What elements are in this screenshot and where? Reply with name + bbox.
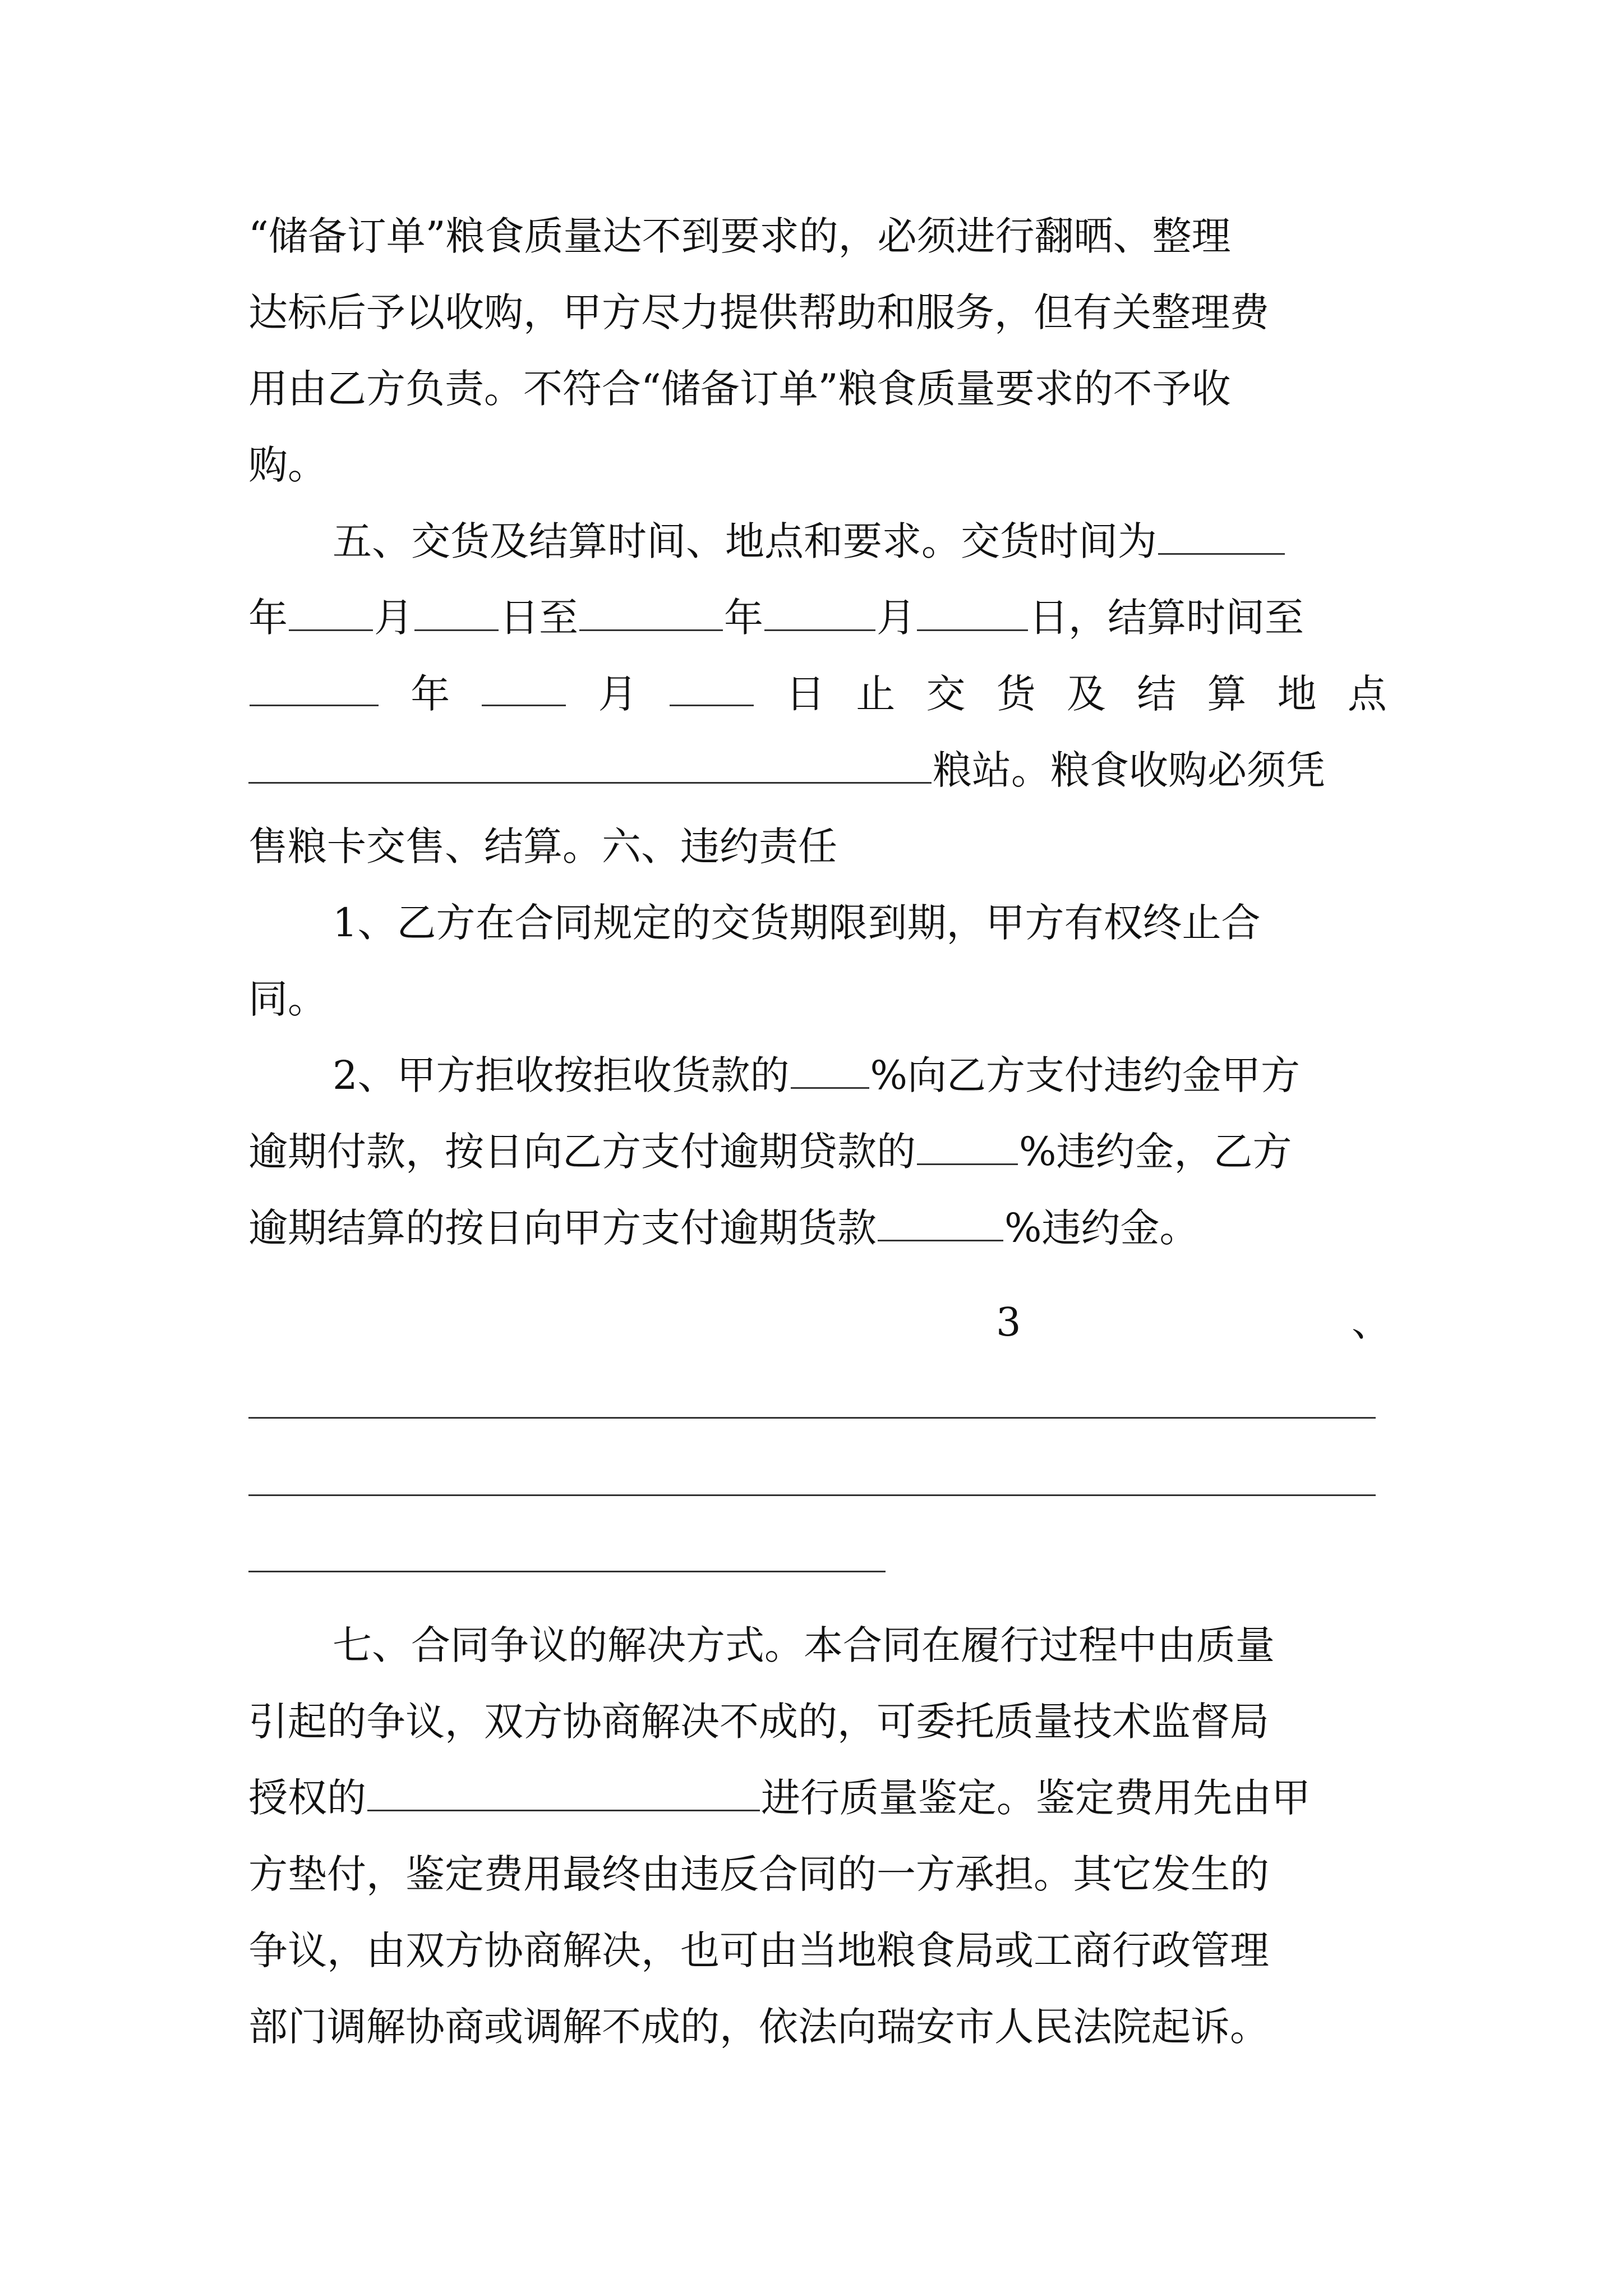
paragraph-line: “储备订单”粮食质量达不到要求的，必须进行翻晒、整理 bbox=[248, 213, 1231, 259]
word: 点 bbox=[1347, 671, 1387, 717]
clause-2-continued-line bbox=[248, 1126, 1387, 1177]
delivery-time-blank bbox=[1158, 517, 1285, 555]
clause-text: 2、甲方拒收按拒收货款的 bbox=[333, 1052, 790, 1098]
date-blank bbox=[414, 593, 499, 631]
percent-blank bbox=[878, 1204, 1003, 1241]
paragraph-line: 售粮卡交售、结算。六、违约责任 bbox=[248, 823, 837, 869]
clause-text: 逾期结算的按日向甲方支付逾期货款 bbox=[248, 1205, 877, 1251]
clause-3-number: 3 bbox=[996, 1299, 1021, 1345]
clause-text: 进行质量鉴定。鉴定费用先由甲 bbox=[761, 1775, 1311, 1821]
clause-3-blank-line bbox=[248, 1494, 1376, 1496]
section-five-text: 五、交货及结算时间、地点和要求。交货时间为 bbox=[333, 518, 1157, 564]
section-seven-heading: 七、合同争议的解决方式。本合同在履行过程中由质量 bbox=[333, 1622, 1275, 1668]
paragraph-line: 引起的争议，双方协商解决不成的，可委托质量技术监督局 bbox=[248, 1699, 1269, 1745]
section-five-heading bbox=[248, 516, 1387, 567]
percent-blank bbox=[791, 1051, 869, 1089]
clause-3-blank-line bbox=[248, 1417, 1376, 1419]
paragraph-line: 达标后予以收购，甲方尽力提供帮助和服务，但有关整理费 bbox=[248, 289, 1269, 335]
clause-text: %违约金，乙方 bbox=[1019, 1129, 1292, 1175]
clause-text: %向乙方支付违约金甲方 bbox=[870, 1052, 1301, 1098]
date-text: 年 bbox=[248, 595, 288, 641]
day-blank bbox=[670, 669, 754, 706]
settlement-line bbox=[248, 669, 1387, 719]
appraisal-line bbox=[248, 1773, 1387, 1823]
date-range-line bbox=[248, 592, 1387, 643]
word: 货 bbox=[996, 671, 1036, 717]
institution-blank bbox=[367, 1774, 760, 1811]
clause-text: 授权的 bbox=[248, 1775, 366, 1821]
location-line bbox=[248, 745, 1387, 795]
word: 月 bbox=[598, 671, 638, 717]
year-blank bbox=[250, 669, 379, 706]
location-blank bbox=[248, 746, 932, 784]
word: 算 bbox=[1207, 671, 1247, 717]
word: 日 bbox=[786, 671, 826, 717]
clause-1-line: 1、乙方在合同规定的交货期限到期，甲方有权终止合 bbox=[333, 900, 1261, 946]
location-text: 粮站。粮食收购必须凭 bbox=[933, 747, 1325, 793]
clause-text: 逾期付款，按日向乙方支付逾期贷款的 bbox=[248, 1129, 916, 1175]
word: 地 bbox=[1277, 671, 1317, 717]
date-blank bbox=[764, 593, 875, 631]
word: 止 bbox=[856, 671, 896, 717]
clause-3-marker-line bbox=[0, 1297, 1623, 1347]
clause-3-mark: 、 bbox=[1352, 1299, 1391, 1345]
month-blank bbox=[482, 669, 566, 706]
date-text: 日至 bbox=[500, 595, 578, 641]
paragraph-line: 用由乙方负责。不符合“储备订单”粮食质量要求的不予收 bbox=[248, 366, 1231, 412]
date-blank bbox=[289, 593, 373, 631]
date-blank bbox=[917, 593, 1028, 631]
paragraph-line: 方垫付，鉴定费用最终由违反合同的一方承担。其它发生的 bbox=[248, 1851, 1269, 1897]
date-text: 日，结算时间至 bbox=[1029, 595, 1304, 641]
word: 交 bbox=[926, 671, 966, 717]
paragraph-line: 部门调解协商或调解不成的，依法向瑞安市人民法院起诉。 bbox=[248, 2004, 1269, 2050]
paragraph-line: 购。 bbox=[248, 442, 327, 488]
word: 及 bbox=[1066, 671, 1106, 717]
word: 年 bbox=[411, 671, 450, 717]
paragraph-line: 争议，由双方协商解决，也可由当地粮食局或工商行政管理 bbox=[248, 1927, 1269, 1973]
clause-3-blank-line bbox=[248, 1571, 886, 1572]
date-blank bbox=[579, 593, 723, 631]
paragraph-line: 同。 bbox=[248, 976, 327, 1022]
percent-blank bbox=[917, 1128, 1018, 1165]
clause-2-continued-line bbox=[248, 1203, 1387, 1253]
clause-2-line bbox=[248, 1050, 1387, 1101]
date-text: 月 bbox=[374, 595, 413, 641]
date-text: 月 bbox=[877, 595, 916, 641]
word: 结 bbox=[1137, 671, 1177, 717]
date-text: 年 bbox=[724, 595, 763, 641]
clause-text: %违约金。 bbox=[1004, 1205, 1199, 1251]
